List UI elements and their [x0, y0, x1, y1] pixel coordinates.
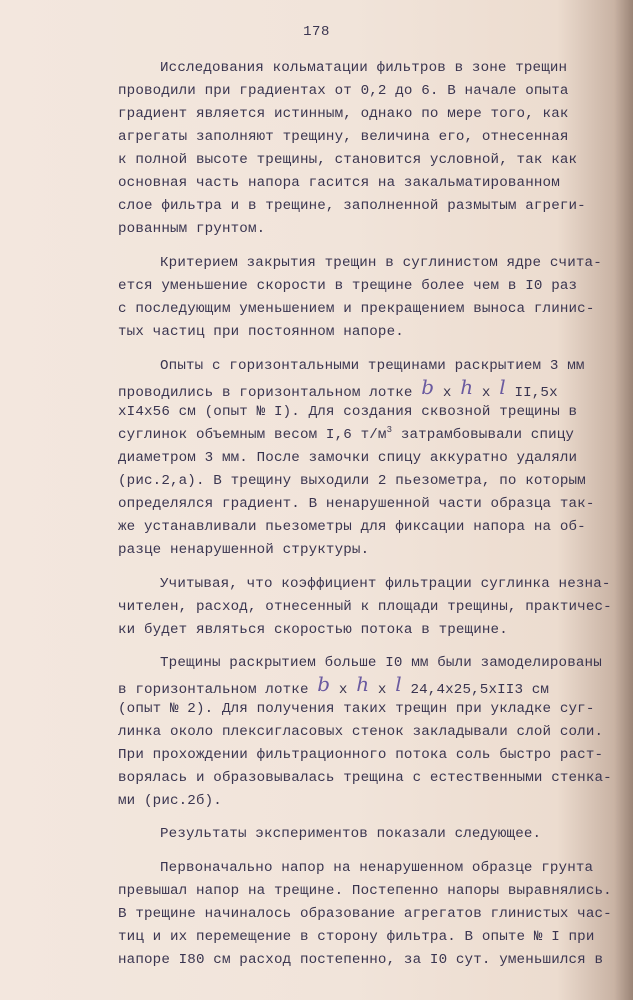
text-line: линка около плексигласовых стенок закладывали слой соли.	[118, 724, 604, 740]
handwritten-h: h	[356, 672, 370, 696]
text-line: (опыт № 2). Для получения таких трещин при укладке суг-	[118, 701, 595, 717]
text-line-with-dimensions	[118, 375, 615, 401]
text-run: II,5x	[505, 385, 558, 401]
text-line: xI4x56 см (опыт № I). Для создания сквозной трещины в	[118, 404, 578, 420]
text-run: x	[369, 682, 396, 698]
text-line: к полной высоте трещины, становится условной, так как	[118, 152, 578, 168]
text-line-with-superscript	[118, 427, 615, 443]
text-run: суглинок объемным весом I,6 т/м	[118, 427, 387, 443]
handwritten-b: b	[317, 672, 331, 696]
text-run: 24,4x25,5xII3 см	[401, 682, 550, 698]
handwritten-l: l	[499, 375, 506, 399]
text-line: ки будет являться скоростью потока в трещине.	[118, 622, 508, 638]
text-run: x	[434, 385, 461, 401]
text-line: проводили при градиентах от 0,2 до 6. В начале опыта	[118, 83, 569, 99]
text-run: проводились в горизонтальном лотке	[118, 385, 422, 401]
text-line: агрегаты заполняют трещину, величина его, отнесенная	[118, 129, 569, 145]
text-line: Результаты экспериментов показали следующее.	[160, 826, 542, 842]
handwritten-l: l	[395, 672, 402, 696]
text-line: Трещины раскрытием больше I0 мм были замоделированы	[160, 655, 602, 671]
text-line: В трещине начиналось образование агрегатов глинистых час-	[118, 906, 612, 922]
text-line: градиент является истинным, однако по мере того, как	[118, 106, 569, 122]
text-line: Учитывая, что коэффициент фильтрации суглинка незна-	[160, 576, 611, 592]
superscript: 3	[386, 425, 393, 435]
text-line: разце ненарушенной структуры.	[118, 542, 370, 558]
page-number: 178	[303, 24, 330, 40]
text-line: рованным грунтом.	[118, 221, 266, 237]
text-line: ворялась и образовывалась трещина с естественными стенка-	[118, 770, 612, 786]
text-line: определялся градиент. В ненарушенной части образца так-	[118, 496, 595, 512]
text-line: напоре I80 см расход постепенно, за I0 сут. уменьшился в	[118, 952, 604, 968]
text-line: с последующим уменьшением и прекращением выноса глинис-	[118, 301, 595, 317]
text-line: При прохождении фильтрационного потока соль быстро раст-	[118, 747, 604, 763]
text-line: слое фильтра и в трещине, заполненной размытым агреги-	[118, 198, 586, 214]
text-line: ми (рис.2б).	[118, 793, 222, 809]
text-line: Опыты с горизонтальными трещинами раскрытием 3 мм	[160, 358, 585, 374]
text-line: Первоначально напор на ненарушенном образце грунта	[160, 860, 594, 876]
handwritten-b: b	[421, 375, 435, 399]
text-line: же устанавливали пьезометры для фиксации напора на об-	[118, 519, 586, 535]
text-line: тых частиц при постоянном напоре.	[118, 324, 404, 340]
text-run: x	[330, 682, 357, 698]
text-line: тиц и их перемещение в сторону фильтра. В опыте № I при	[118, 929, 595, 945]
text-line: диаметром 3 мм. После замочки спицу аккуратно удаляли	[118, 450, 578, 466]
text-run: x	[473, 385, 500, 401]
text-line: чителен, расход, отнесенный к площади трещины, практичес-	[118, 599, 612, 615]
text-line: основная часть напора гасится на закальматированном	[118, 175, 560, 191]
text-line: превышал напор на трещине. Постепенно напоры выравнялись.	[118, 883, 612, 899]
text-line: ется уменьшение скорости в трещине более чем в I0 раз	[118, 278, 578, 294]
text-line: (рис.2,а). В трещину выходили 2 пьезометра, по которым	[118, 473, 586, 489]
handwritten-h: h	[460, 375, 474, 399]
text-run: в горизонтальном лотке	[118, 682, 318, 698]
text-line-with-dimensions	[118, 672, 615, 698]
text-line: Критерием закрытия трещин в суглинистом ядре счита-	[160, 255, 602, 271]
text-line: Исследования кольматации фильтров в зоне трещин	[160, 60, 568, 76]
text-run: затрамбовывали спицу	[392, 427, 575, 443]
